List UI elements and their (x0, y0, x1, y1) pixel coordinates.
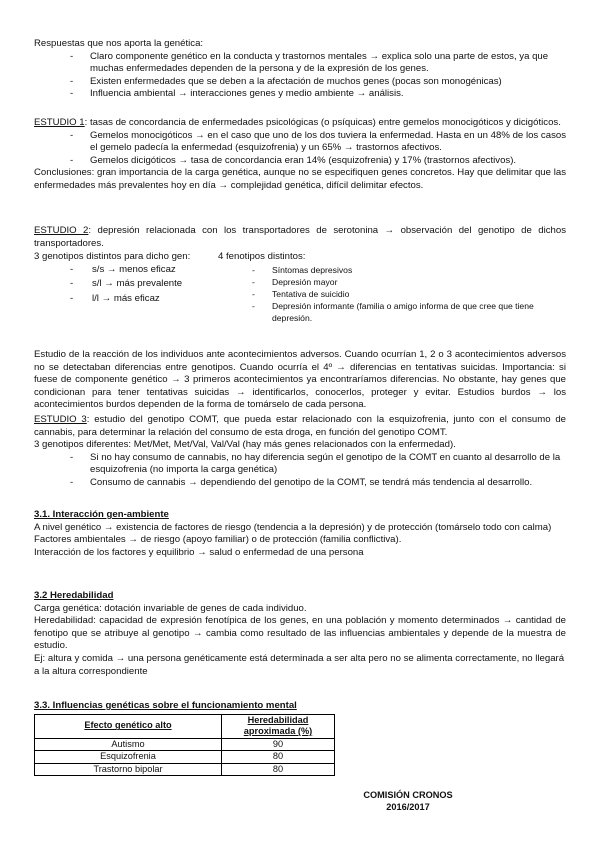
genotypes-list (34, 264, 224, 306)
estudio2-paragraph: Estudio de la reacción de los individuos ante acontecimientos adversos. Cuando ocurrían 1, 2 o 3 acontecimientos adversos no se detectaban diferencias entre genotipos. Cuando ocurría el 4º → diferencias en tentativas suicidas. Importancia: si fuese de componente genético → 3 primeros acontecimientos ya encontraríamos diferencias. No obstante, hay genes que condicionan para tener tentativas suicidas → identificarlos, conocerlos, proteger y evitar. Estudios burdos → los acontecimientos burdos dependen de la forma de tomárselo de cada persona. (34, 349, 566, 411)
estudio1-list (34, 130, 566, 168)
paragraph-line: Heredabilidad: capacidad de expresión fenotípica de los genes, en una población y momento determinados → cantidad de fenotipo que se atribuye al genotipo → cambia como resultado de las influencias ambientales y depende de la muestra de estudio. (34, 615, 566, 652)
paragraph-line: Carga genética: dotación invariable de genes de cada individuo. (34, 602, 307, 614)
estudio1-intro (34, 117, 566, 130)
estudio3-intro (34, 414, 566, 439)
estudio2-text: : depresión relacionada con los transportadores de serotonina → observación del genotipo de dichos transportadores. (34, 225, 566, 249)
phenotypes-column (216, 251, 576, 324)
estudio1-conclusion: Conclusiones: gran importancia de la carga genética, aunque no se especifiquen genes concretos. Hay que delimitar que las enfermedades más prevalentes hoy en día → complejidad genética, difícil delimitar efectos. (34, 167, 566, 191)
list-item: - Consumo de cannabis → dependiendo del genotipo de la COMT, se tendrá más tendencia al desarrollo. (34, 477, 566, 490)
intro-heading: Respuestas que nos aporta la genética: (34, 38, 204, 49)
estudio1-section (34, 117, 566, 193)
list-item: - Depresión informante (familia o amigo informa de que cree que tiene depresión. (216, 300, 576, 324)
paragraph-line: A nivel genético → existencia de factores de riesgo (tendencia a la depresión) y de protección (tomárselo todo con calma) (34, 521, 552, 533)
table-cell: 90 (222, 738, 335, 751)
intro-list (34, 51, 566, 101)
table-cell: 80 (222, 763, 335, 776)
list-item: - s/s → menos eficaz (34, 264, 224, 277)
genotypes-column (34, 251, 224, 305)
list-item: - Depresión mayor (216, 276, 576, 288)
phenotypes-heading: 4 fenotipos distintos: (218, 251, 306, 262)
list-item: - l/l → más eficaz (34, 293, 224, 306)
table-cell: 80 (222, 751, 335, 764)
list-item: - Síntomas depresivos (216, 264, 576, 276)
table-header: Efecto genético alto (35, 714, 222, 738)
list-item: - Gemelos dicigóticos → tasa de concordancia eran 14% (esquizofrenia) y 17% (trastornos afectivos). (34, 155, 566, 168)
estudio1-text: : tasas de concordancia de enfermedades psicológicas (o psíquicas) entre gemelos monocigóticos y dicigóticos. (84, 117, 561, 128)
section-title: 3.1. Interacción gen-ambiente (34, 509, 169, 520)
footer-line1: COMISIÓN CRONOS (363, 790, 453, 800)
estudio3-text: : estudio del genotipo COMT, que pueda estar relacionado con la esquizofrenia, junto con el consumo de cannabis, para determinar la relación del consumo de esta droga, en función del genotipo COMT. (34, 414, 566, 438)
estudio2-label: ESTUDIO 2 (34, 225, 89, 236)
section-3-1 (34, 509, 566, 559)
table-cell: Esquizofrenia (35, 751, 222, 764)
footer (108, 790, 600, 813)
heritability-table (34, 714, 335, 777)
table-row (35, 751, 335, 764)
estudio3-list (34, 452, 566, 490)
estudio3-label: ESTUDIO 3 (34, 414, 87, 425)
estudio1-label: ESTUDIO 1 (34, 117, 85, 128)
list-item: - Claro componente genético en la conducta y trastornos mentales → explica solo una parte de estos, ya que muchas enfermedades dependen de la persona y de la expresión de los genes. (34, 51, 566, 76)
paragraph-line: Factores ambientales → de riesgo (apoyo familiar) o de protección (familia conflictiva). (34, 534, 402, 546)
list-item: - Existen enfermedades que se deben a la afectación de muchos genes (pocas son monogénicas) (34, 76, 566, 89)
table-row (35, 738, 335, 751)
list-item: - s/l → más prevalente (34, 278, 224, 291)
section-3-3 (34, 700, 566, 776)
estudio3-genotypes: 3 genotipos diferentes: Met/Met, Met/Val, Val/Val (hay más genes relacionados con la enfermedad). (34, 439, 456, 451)
section-3-2 (34, 590, 566, 678)
table-cell: Trastorno bipolar (35, 763, 222, 776)
footer-line2: 2016/2017 (386, 801, 430, 812)
estudio3-section (34, 414, 566, 490)
table-header-row (35, 714, 335, 738)
list-item: - Si no hay consumo de cannabis, no hay diferencia según el genotipo de la COMT en cuanto al desarrollo de la esquizofrenia (no importa la carga genética) (34, 452, 566, 477)
section-title: 3.2 Heredabilidad (34, 590, 114, 601)
list-item: - Tentativa de suicidio (216, 288, 576, 300)
paragraph-line: Ej: altura y comida → una persona genéticamente está determinada a ser alta pero no se alimenta correctamente, no llegará a la altura correspondiente (34, 652, 565, 677)
intro-section (34, 38, 566, 101)
section-title: 3.3. Influencias genéticas sobre el funcionamiento mental (34, 700, 297, 711)
estudio2-intro (34, 225, 566, 250)
list-item: - Gemelos monocigóticos → en el caso que uno de los dos tuviera la enfermedad. Hasta en un 48% de los casos el gemelo padecía la enfermedad (esquizofrenia) y un 65% → trastornos afectivos. (34, 130, 566, 155)
table-header: Heredabilidad aproximada (%) (222, 714, 335, 738)
table-row (35, 763, 335, 776)
estudio2-paragraph-block (34, 349, 566, 412)
genotypes-heading: 3 genotipos distintos para dicho gen: (34, 251, 191, 262)
paragraph-line: Interacción de los factores y equilibrio → salud o enfermedad de una persona (34, 546, 364, 558)
list-item: - Influencia ambiental → interacciones genes y medio ambiente → análisis. (34, 88, 566, 101)
estudio2-section (34, 225, 566, 250)
phenotypes-list (216, 264, 576, 324)
table-cell: Autismo (35, 738, 222, 751)
